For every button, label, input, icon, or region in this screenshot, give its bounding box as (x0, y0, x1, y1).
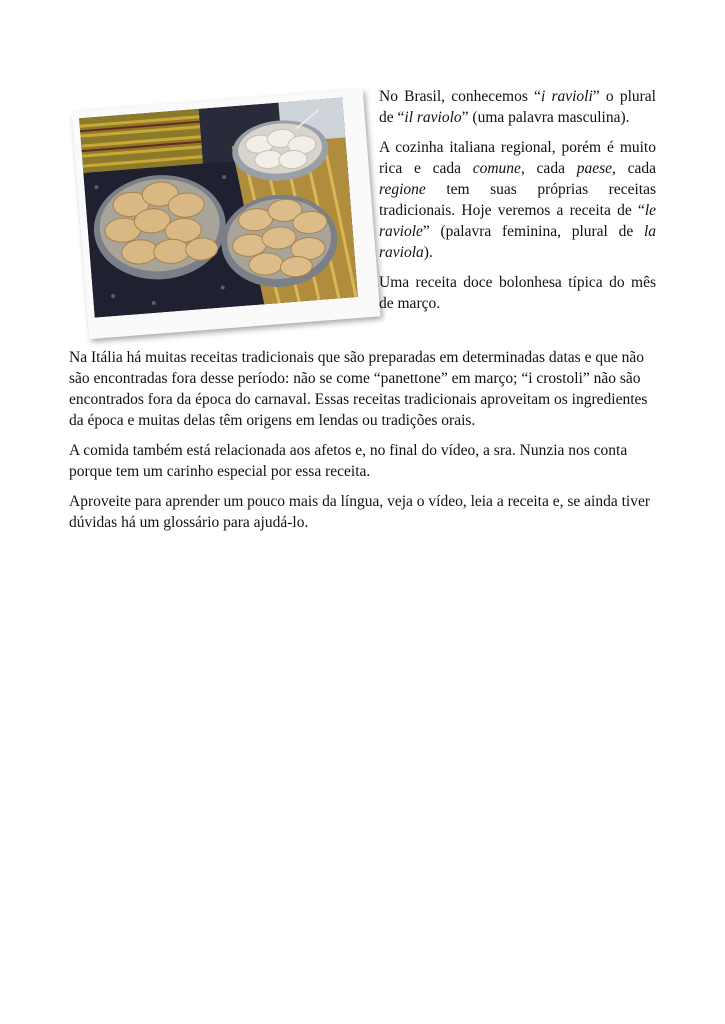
italic-term: il raviolo (404, 109, 462, 126)
italic-term: paese (576, 160, 612, 177)
text-run: ” o plural de “ (379, 88, 656, 126)
body-text (69, 347, 658, 542)
text-run: ” (palavra feminina, plural de (422, 223, 644, 240)
raviole-photo-image (79, 98, 358, 318)
text-run: ” (uma palavra masculina). (461, 109, 630, 126)
text-run: No Brasil, conhecemos “ (379, 88, 541, 105)
italic-term: la raviola (379, 223, 656, 261)
body-paragraph-1: Na Itália há muitas receitas tradicionais que são preparadas em determinadas datas e que não são encontradas fora desse período: não se come “panettone” em março; “i crostoli” não são encontrados fora da época do carnaval. Essas receitas tradicionais aproveitam os ingredientes da época e muitas delas têm origens em lendas ou tradições orais. (69, 349, 648, 429)
text-run: ). (423, 244, 433, 261)
text-run: , cada (520, 160, 577, 177)
raviole-photo (72, 89, 381, 339)
body-paragraph-3: Aproveite para aprender um pouco mais da língua, veja o vídeo, leia a receita e, se ainda tiver dúvidas há um glossário para ajudá-lo. (69, 493, 651, 531)
italic-term: le raviole (379, 202, 656, 240)
italic-term: comune (472, 160, 521, 177)
intro-paragraph-3: Uma receita doce bolonhesa típica do mês de março. (379, 274, 656, 312)
intro-paragraph-2 (379, 137, 656, 263)
italic-term: regione (379, 181, 426, 198)
text-run: , cada (612, 160, 657, 177)
text-run: tem suas próprias receitas tradicionais. Hoje veremos a receita de “ (379, 181, 656, 219)
text-run: A cozinha italiana regional, porém é muito rica e cada (379, 139, 656, 177)
intro-column (379, 86, 656, 323)
body-paragraph-2: A comida também está relacionada aos afetos e, no final do vídeo, a sra. Nunzia nos conta porque tem um carinho especial por essa receita. (69, 442, 628, 480)
italic-term: i ravioli (540, 88, 593, 105)
intro-paragraph-1 (379, 86, 656, 128)
